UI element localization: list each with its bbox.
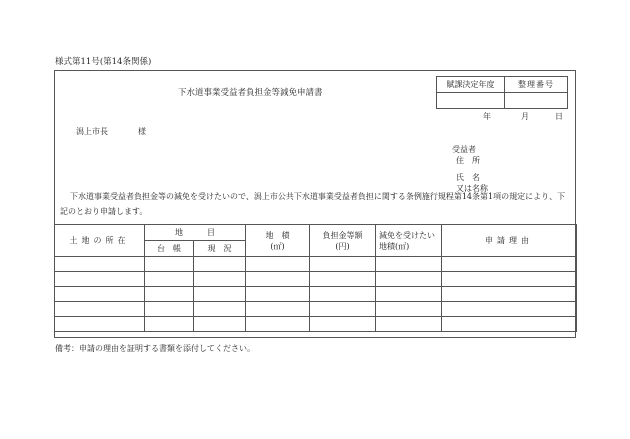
table-row xyxy=(55,317,577,332)
applicant-label: 受益者 xyxy=(452,145,476,154)
table-row xyxy=(55,302,577,317)
application-statement: 下水道事業受益者負担金等の減免を受けたいので、潟上市公共下水道事業受益者負担に関する条例施行規程第14条第1項の規定により、下記のとおり申請します。 xyxy=(60,192,566,216)
day-label: 日 xyxy=(555,112,563,121)
reference-number-field[interactable] xyxy=(505,93,568,109)
applicant-name-label: 氏 名 xyxy=(456,173,480,182)
table-cell[interactable] xyxy=(442,317,577,332)
table-row xyxy=(55,257,577,272)
amount-header: 負担金等額 (円) xyxy=(310,225,376,257)
table-cell[interactable] xyxy=(376,287,442,302)
table-cell[interactable] xyxy=(145,302,194,317)
table-cell[interactable] xyxy=(310,257,376,272)
table-cell[interactable] xyxy=(55,287,145,302)
reason-header: 申請理由 xyxy=(442,225,577,257)
form-title: 下水道事業受益者負担金等減免申請書 xyxy=(178,88,323,98)
table-cell[interactable] xyxy=(376,302,442,317)
year-label: 年 xyxy=(483,112,491,121)
assessment-year-field[interactable] xyxy=(437,93,505,109)
table-cell[interactable] xyxy=(194,287,246,302)
table-cell[interactable] xyxy=(442,272,577,287)
daicho-header: 台 帳 xyxy=(145,241,194,257)
table-cell[interactable] xyxy=(55,272,145,287)
table-cell[interactable] xyxy=(310,302,376,317)
table-cell[interactable] xyxy=(376,272,442,287)
table-cell[interactable] xyxy=(246,302,310,317)
reference-table xyxy=(436,76,568,109)
chimoku-header: 地 目 xyxy=(145,225,246,241)
table-cell[interactable] xyxy=(246,272,310,287)
form-number-label: 様式第11号(第14条関係) xyxy=(55,57,152,67)
addressee xyxy=(76,126,146,137)
area-header: 地 積 (㎡) xyxy=(246,225,310,257)
table-cell[interactable] xyxy=(246,257,310,272)
reference-number-header: 整理番号 xyxy=(505,77,568,93)
table-cell[interactable] xyxy=(194,302,246,317)
table-cell[interactable] xyxy=(310,317,376,332)
table-cell[interactable] xyxy=(246,317,310,332)
table-cell[interactable] xyxy=(194,317,246,332)
table-cell[interactable] xyxy=(145,287,194,302)
table-cell[interactable] xyxy=(442,257,577,272)
table-cell[interactable] xyxy=(376,317,442,332)
table-row xyxy=(55,272,577,287)
table-cell[interactable] xyxy=(310,287,376,302)
table-cell[interactable] xyxy=(55,317,145,332)
application-table xyxy=(54,224,577,332)
exempt-area-header: 減免を受けたい地積(㎡) xyxy=(376,225,442,257)
table-cell[interactable] xyxy=(145,317,194,332)
genkyo-header: 現 況 xyxy=(194,241,246,257)
assessment-year-header: 賦課決定年度 xyxy=(437,77,505,93)
table-cell[interactable] xyxy=(145,272,194,287)
date-line xyxy=(483,111,563,122)
addressee-name: 潟上市長 xyxy=(76,127,108,136)
table-cell[interactable] xyxy=(376,257,442,272)
table-cell[interactable] xyxy=(145,257,194,272)
table-cell[interactable] xyxy=(194,272,246,287)
addressee-suffix: 様 xyxy=(138,127,146,136)
remarks-note: 備考：申請の理由を証明する書類を添付してください。 xyxy=(55,344,255,353)
table-row xyxy=(55,287,577,302)
applicant-address-label: 住 所 xyxy=(456,156,480,165)
table-cell[interactable] xyxy=(246,287,310,302)
location-header: 土地の所在 xyxy=(55,225,145,257)
table-cell[interactable] xyxy=(442,302,577,317)
table-cell[interactable] xyxy=(55,302,145,317)
table-cell[interactable] xyxy=(310,272,376,287)
applicant-company-label: 又は名称 xyxy=(456,184,488,193)
table-cell[interactable] xyxy=(194,257,246,272)
applicant-block xyxy=(452,144,488,194)
month-label: 月 xyxy=(521,112,529,121)
table-cell[interactable] xyxy=(442,287,577,302)
table-cell[interactable] xyxy=(55,257,145,272)
